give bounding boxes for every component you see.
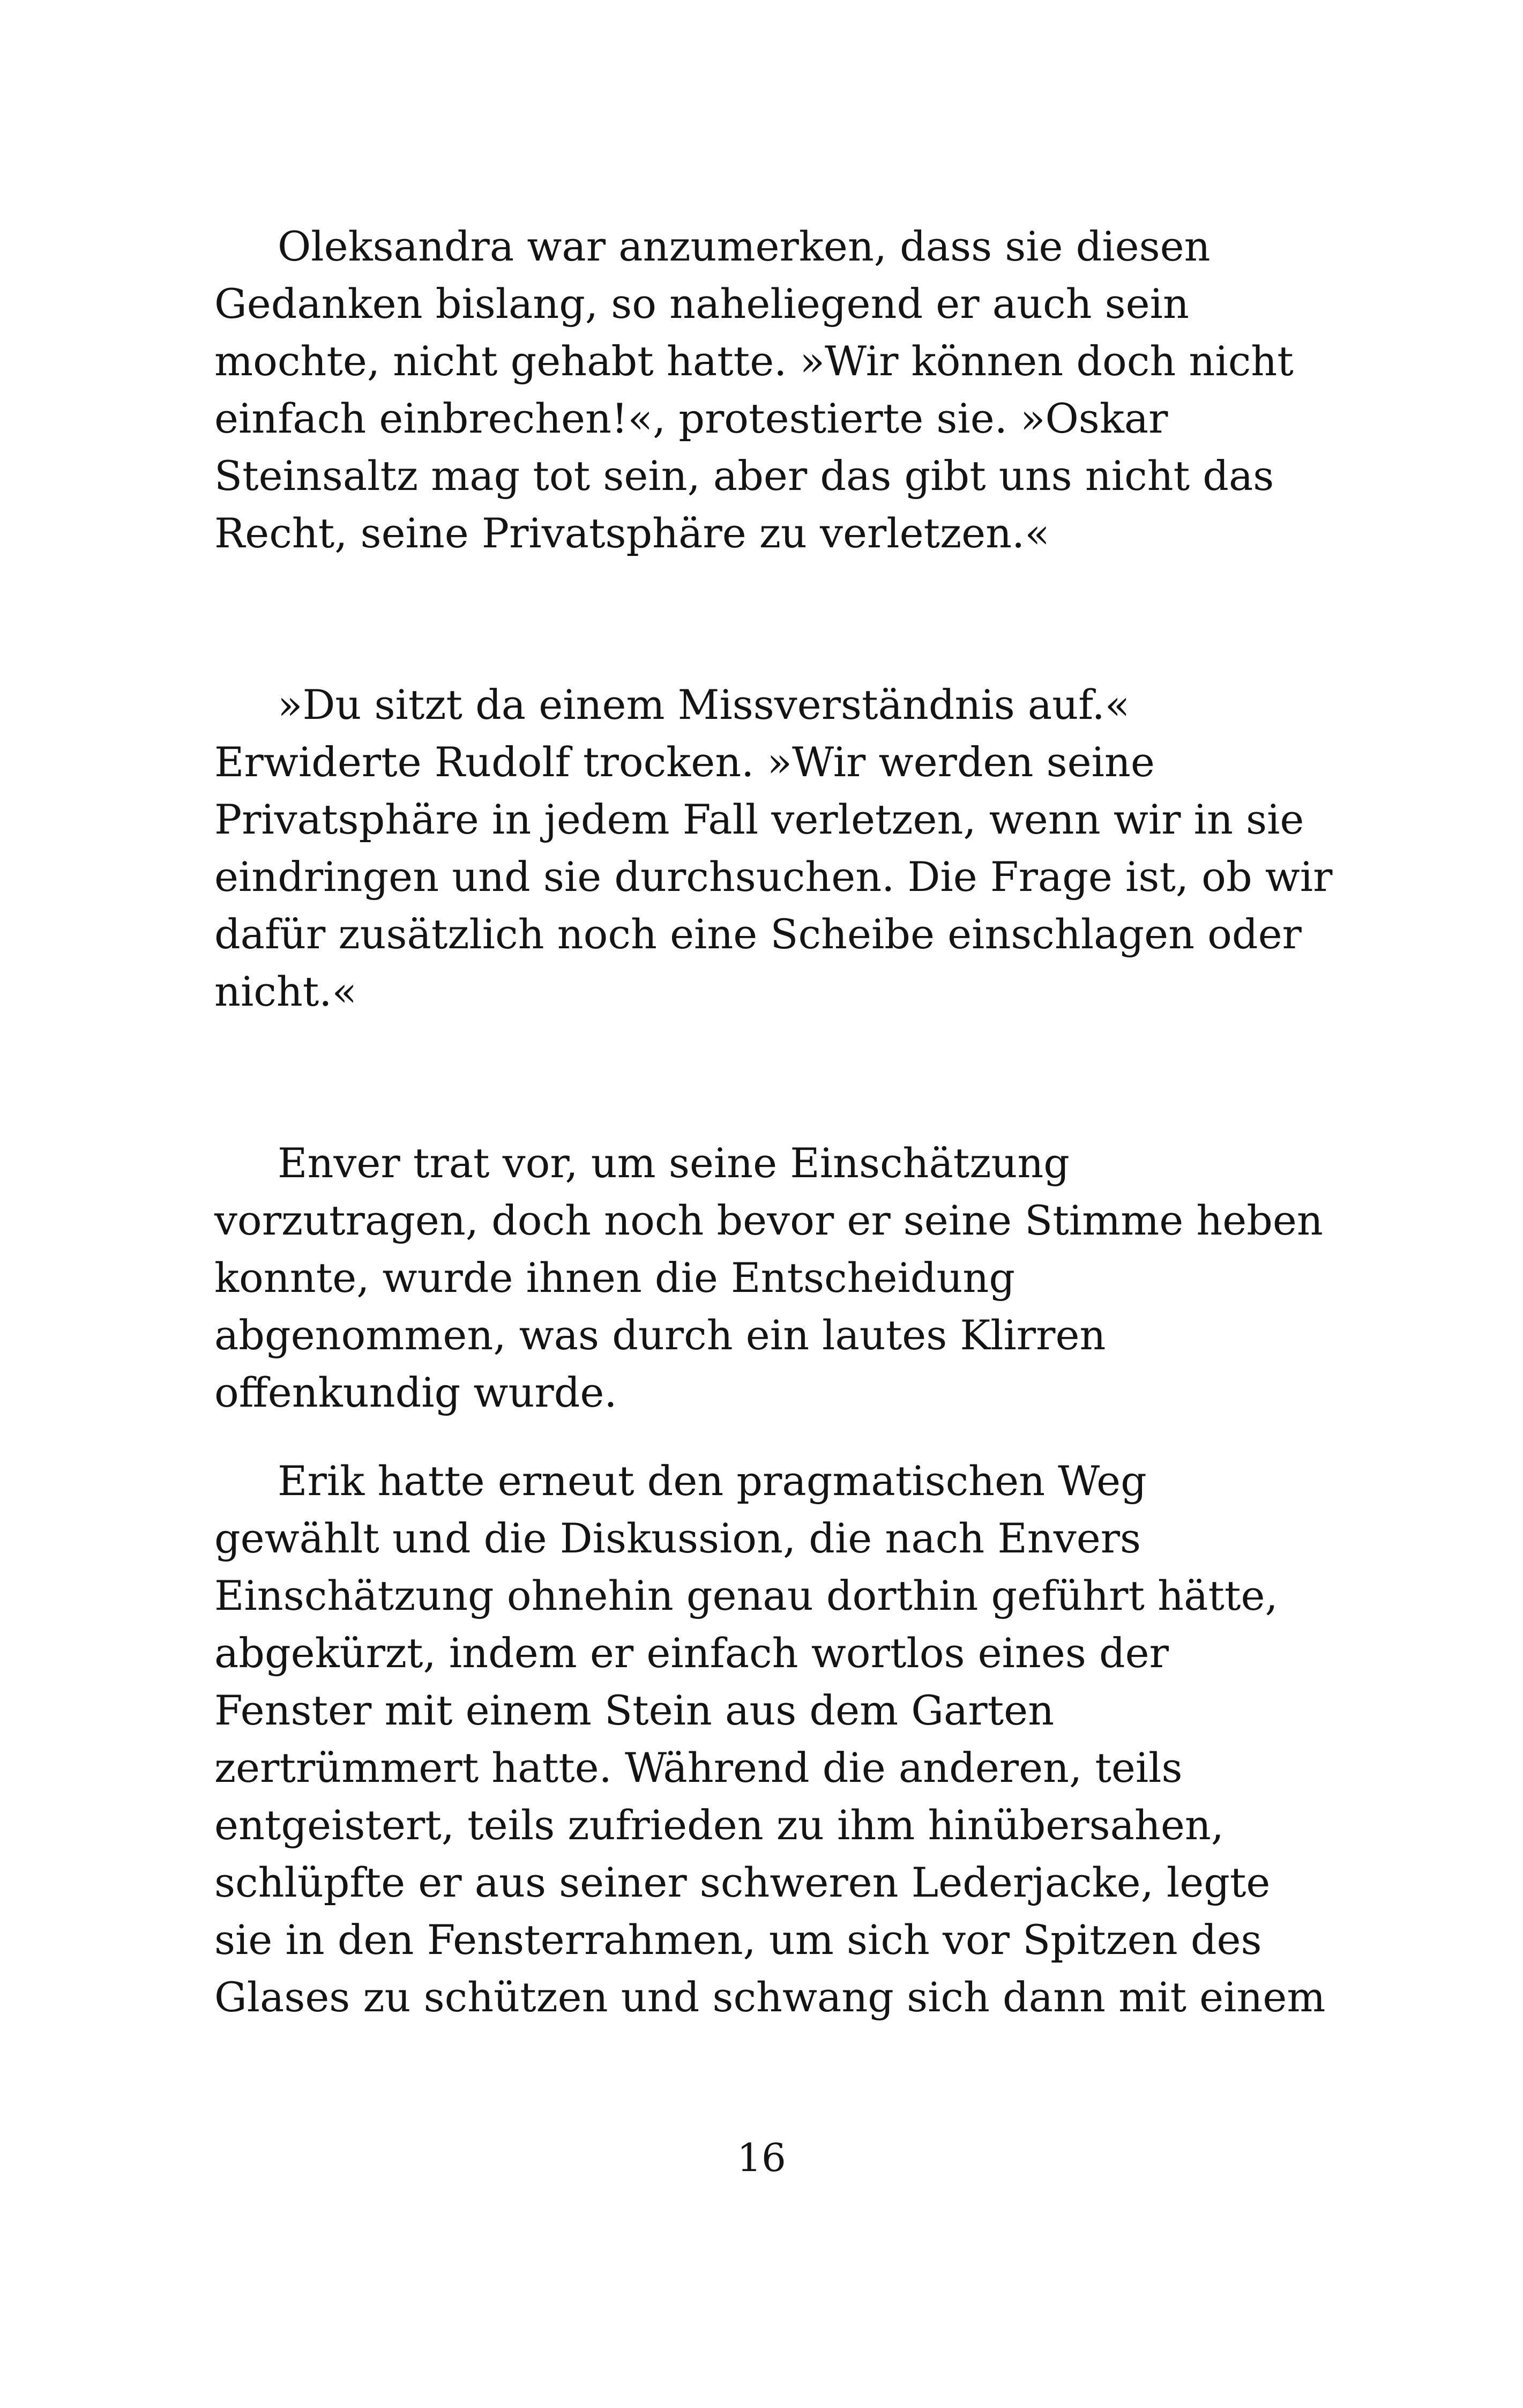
paragraph-4-line-7: entgeistert, teils zufrieden zu ihm hinübersahen, [214,1801,1224,1849]
paragraph-3-line-3: konnte, wurde ihnen die Entscheidung [214,1254,1015,1302]
paragraph-1-line-1: Oleksandra war anzumerken, dass sie diesen [278,222,1211,270]
paragraph-3-line-1: Enver trat vor, um seine Einschätzung [278,1139,1070,1187]
paragraph-4-line-9: sie in den Fensterrahmen, um sich vor Spitzen des [214,1916,1262,1964]
paragraph-2-line-5: dafür zusätzlich noch eine Scheibe einschlagen oder [214,910,1302,958]
page-number: 16 [737,2135,786,2180]
paragraph-2-line-6: nicht.« [214,968,357,1015]
paragraph-1-line-6: Recht, seine Privatsphäre zu verletzen.« [214,509,1050,557]
paragraph-4-line-5: Fenster mit einem Stein aus dem Garten [214,1686,1055,1734]
paragraph-3-line-2: vorzutragen, doch noch bevor er seine Stimme heben [214,1196,1323,1244]
paragraph-4-line-1: Erik hatte erneut den pragmatischen Weg [278,1457,1147,1505]
paragraph-4-line-3: Einschätzung ohnehin genau dorthin geführt hätte, [214,1572,1278,1619]
paragraph-4-line-8: schlüpfte er aus seiner schweren Lederjacke, legte [214,1859,1271,1906]
paragraph-1-line-2: Gedanken bislang, so naheliegend er auch sein [214,280,1189,328]
paragraph-3-line-5: offenkundig wurde. [214,1369,617,1416]
paragraph-4-line-10: Glases zu schützen und schwang sich dann mit einem [214,1973,1326,2021]
paragraph-2-line-3: Privatsphäre in jedem Fall verletzen, wenn wir in sie [214,796,1304,843]
paragraph-1-line-5: Steinsaltz mag tot sein, aber das gibt uns nicht das [214,452,1274,500]
paragraph-4-line-4: abgekürzt, indem er einfach wortlos eines der [214,1629,1169,1677]
paragraph-1-line-3: mochte, nicht gehabt hatte. »Wir können doch nicht [214,337,1294,385]
paragraph-3-line-4: abgenommen, was durch ein lautes Klirren [214,1311,1106,1359]
paragraph-2-line-2: Erwiderte Rudolf trocken. »Wir werden seine [214,738,1155,786]
paragraph-1-line-4: einfach einbrechen!«, protestierte sie. »Oskar [214,395,1168,442]
paragraph-2-line-4: eindringen und sie durchsuchen. Die Frage ist, ob wir [214,853,1333,901]
paragraph-4-line-6: zertrümmert hatte. Während die anderen, teils [214,1744,1183,1792]
paragraph-4-line-2: gewählt und die Diskussion, die nach Envers [214,1514,1141,1562]
paragraph-2-line-1: »Du sitzt da einem Missverständnis auf.« [278,681,1130,729]
